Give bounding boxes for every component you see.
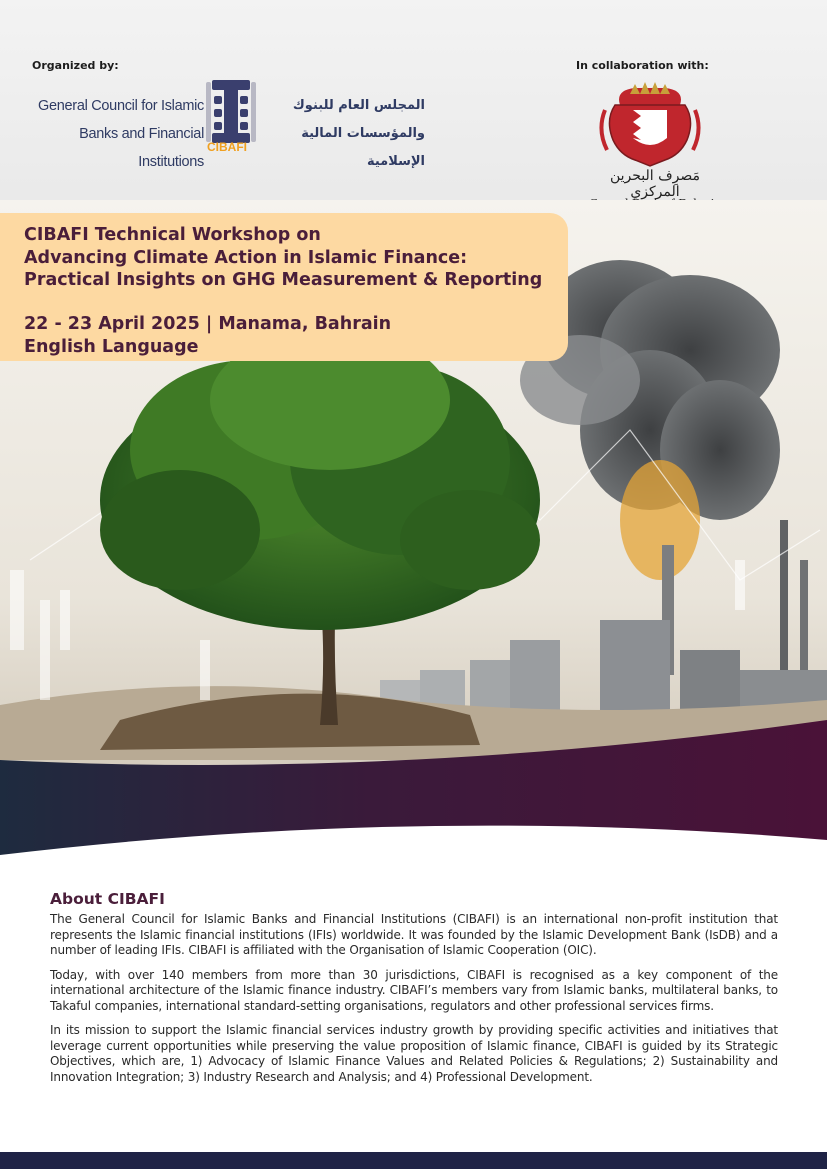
collaboration-label: In collaboration with: xyxy=(576,59,709,72)
event-language: English Language xyxy=(24,337,199,357)
event-details xyxy=(24,313,391,359)
event-date-location: 22 - 23 April 2025 | Manama, Bahrain xyxy=(24,314,392,334)
organizer-name-ar-line1: المجلس العام للبنوك xyxy=(292,98,425,113)
organizer-name-en-line1: General Council for Islamic xyxy=(38,98,204,114)
event-title-line3: Practical Insights on GHG Measurement & Reporting xyxy=(24,270,543,290)
organizer-name-ar-line2: والمؤسسات المالية الإسلامية xyxy=(301,126,425,169)
cibafi-acronym: CIBAFI xyxy=(207,140,247,154)
about-paragraph-2: Today, with over 140 members from more than 30 jurisdictions, CIBAFI is recognised as a key component of the international architecture of the Islamic finance industry. CIBAFI’s members vary from Islamic banks, multilateral banks, to Takaful companies, international standard-setting organisations, regulators and other professional services firms. xyxy=(50,967,778,1013)
organizer-name-en xyxy=(32,92,204,176)
footer-bar xyxy=(0,1152,827,1169)
about-heading: About CIBAFI xyxy=(50,890,165,908)
about-paragraph-3: In its mission to support the Islamic financial services industry growth by providing specific activities and initiatives that leverage current opportunities while preserving the value proposition of Islamic finance, CIBAFI is guided by its Strategic Objectives, which are, 1) Advocacy of Islamic Finance Values and Related Policies & Regulations; 2) Sustainability and Innovation Integration; 3) Industry Research and Analysis; and 4) Professional Development. xyxy=(50,1023,778,1084)
organizer-name-en-line2: Banks and Financial Institutions xyxy=(79,126,204,170)
event-title-line2: Advancing Climate Action in Islamic Finance: xyxy=(24,247,468,268)
organized-by-label: Organized by: xyxy=(32,59,119,72)
about-paragraph-1: The General Council for Islamic Banks and Financial Institutions (CIBAFI) is an international non-profit institution that represents the Islamic financial institutions (IFIs) worldwide. It was founded by the Islamic Development Bank (IsDB) and a number of leading IFIs. CIBAFI is affiliated with the Organisation of Islamic Cooperation (OIC). xyxy=(50,912,778,957)
event-title xyxy=(24,224,542,292)
organizer-name-ar xyxy=(255,92,425,176)
partner-name-ar: مَصرِف البحرين المركزي xyxy=(609,168,701,200)
event-title-line1: CIBAFI Technical Workshop on xyxy=(24,225,321,245)
about-section xyxy=(50,890,778,1094)
